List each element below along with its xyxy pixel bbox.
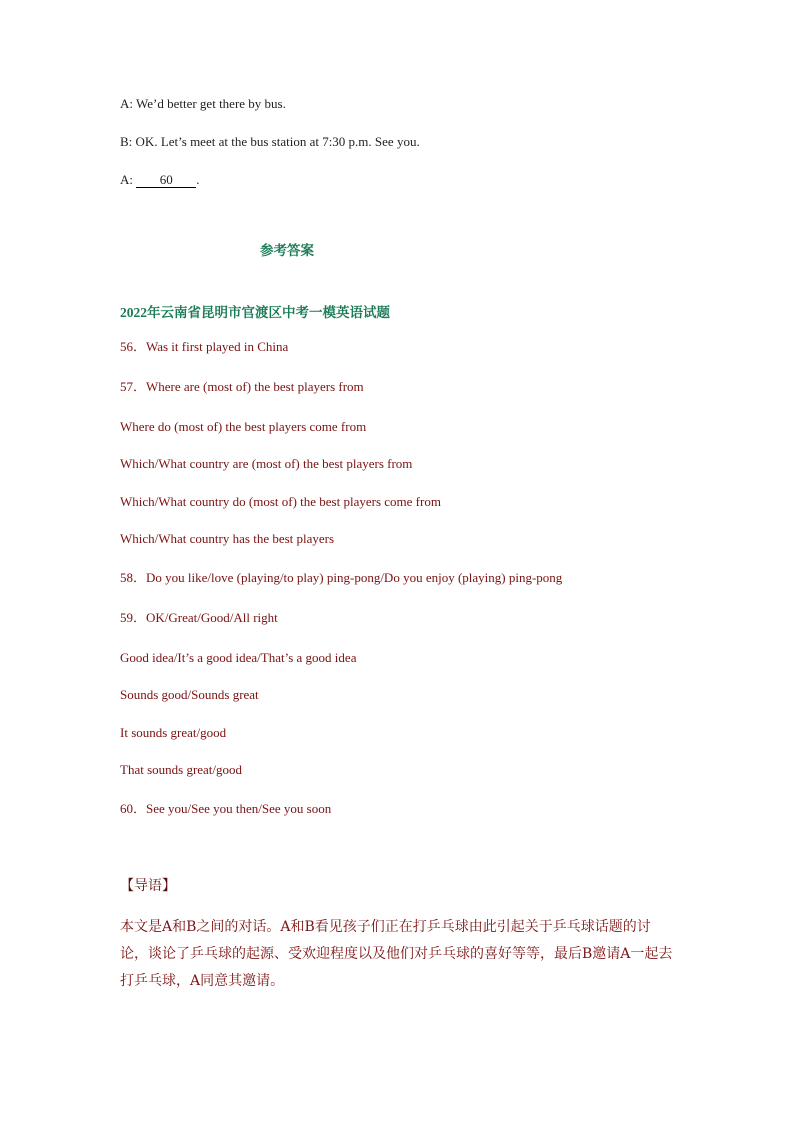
dialogue-text: We’d better get there by bus. <box>136 96 286 111</box>
exam-title: 2022年云南省昆明市官渡区中考一模英语试题 <box>120 305 390 320</box>
answer-line-57: 57．Where are (most of) the best players from <box>120 379 364 394</box>
answer-line-57-alt-3: Which/What country do (most of) the best players come from <box>120 494 441 509</box>
answer-line-56: 56．Was it first played in China <box>120 339 289 354</box>
speaker-label: A: <box>120 96 133 111</box>
blank-suffix: . <box>196 172 200 187</box>
answer-line-59-alt-2: Sounds good/Sounds great <box>120 687 259 702</box>
speaker-label: B: <box>120 134 133 149</box>
answer-line-57-alt-4: Which/What country has the best players <box>120 531 335 546</box>
guide-paragraph: 本文是A和B之间的对话。A和B看见孩子们正在打乒乓球由此引起关于乒乓球话题的讨论，谈论了乒乓球的起源、受欢迎程度以及他们对乒乓球的喜好等等，最后B邀请A一起去打乒乓球，A同意其邀请。 <box>120 919 673 989</box>
dialogue-text: OK. Let’s meet at the bus station at 7:30 p.m. See you. <box>135 134 420 149</box>
answer-line-59-alt-4: That sounds great/good <box>120 762 243 777</box>
answer-line-57-alt-1: Where do (most of) the best players come from <box>120 419 367 434</box>
answer-line-60: 60．See you/See you then/See you soon <box>120 801 332 816</box>
dialogue-line-3 <box>120 171 200 189</box>
answer-line-59: 59．OK/Great/Good/All right <box>120 610 278 625</box>
dialogue-line-2 <box>120 133 420 151</box>
answer-line-59-alt-3: It sounds great/good <box>120 725 227 740</box>
guide-heading: 【导语】 <box>120 878 176 894</box>
answer-line-59-alt-1: Good idea/It’s a good idea/That’s a good idea <box>120 650 357 665</box>
answer-line-57-alt-2: Which/What country are (most of) the best players from <box>120 456 413 471</box>
speaker-label: A: <box>120 172 133 187</box>
answer-blank: 60 <box>136 173 196 188</box>
answers-heading: 参考答案 <box>260 243 314 258</box>
dialogue-line-1 <box>120 95 286 113</box>
answer-line-58: 58．Do you like/love (playing/to play) ping-pong/Do you enjoy (playing) ping-pong <box>120 570 563 585</box>
